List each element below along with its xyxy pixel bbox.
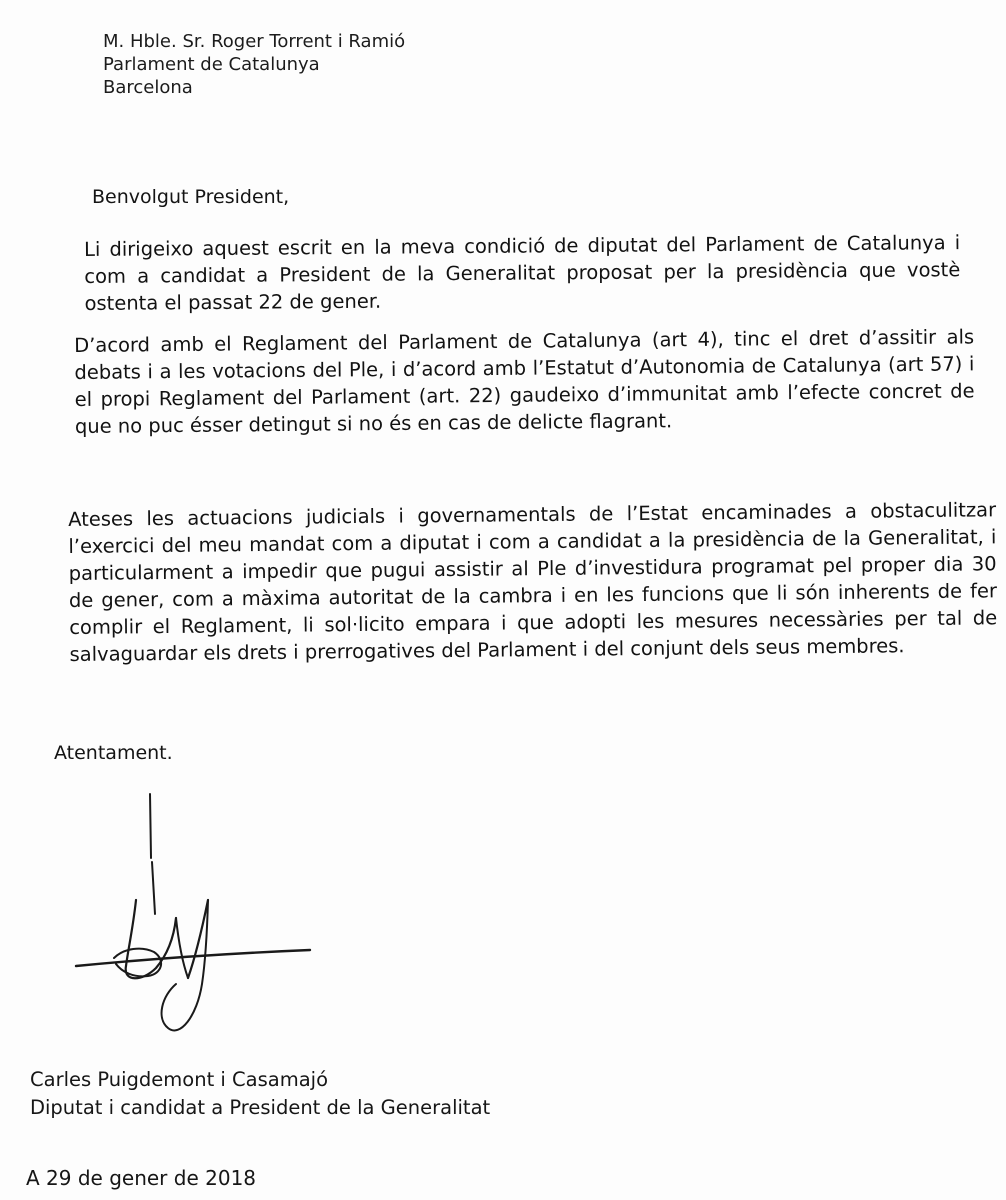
signer-block — [30, 1066, 490, 1122]
handwritten-signature — [58, 788, 328, 1048]
addressee-name: M. Hble. Sr. Roger Torrent i Ramió — [103, 31, 406, 52]
addressee-block — [103, 30, 405, 99]
addressee-city: Barcelona — [103, 77, 193, 98]
signer-title: Diputat i candidat a President de la Generalitat — [30, 1096, 491, 1119]
paragraph-2: D’acord amb el Reglament del Parlament de Catalunya (art 4), tinc el dret d’assitir als debats i a les votacions del Ple, i d’acord amb l’Estatut d’Autonomia de Catalunya (art 57) i el propi Reglament del Parlament (art. 22) gaudeixo d’immunitat amb l’efecte concret de que no puc ésser detingut si no és en cas de delicte flagrant. — [74, 325, 975, 438]
paragraph-3: Ateses les actuacions judicials i governamentals de l’Estat encaminades a obstaculitzar l’exercici del meu mandat com a diputat i com a candidat a la presidència de la Generalitat, i particularment a impedir que pugui assistir al Ple d’investidura programat pel proper dia 30 de gener, com a màxima autoritat de la cambra i en les funcions que li són inherents de fer complir el Reglament, li sol·licito empara i que adopti les mesures necessàries per tal de salvaguardar els drets i prerrogatives del Parlament i del conjunt dels seus membres. — [68, 498, 998, 666]
closing: Atentament. — [54, 742, 173, 764]
signer-name: Carles Puigdemont i Casamajó — [30, 1068, 329, 1091]
addressee-institution: Parlament de Catalunya — [103, 54, 320, 75]
paragraph-1: Li dirigeixo aquest escrit en la meva condició de diputat del Parlament de Catalunya i com a candidat a President de la Generalitat proposat per la presidència que vostè ostenta el passat 22 de gener. — [84, 231, 961, 315]
salutation: Benvolgut President, — [92, 186, 290, 208]
letter-date: A 29 de gener de 2018 — [26, 1166, 257, 1190]
